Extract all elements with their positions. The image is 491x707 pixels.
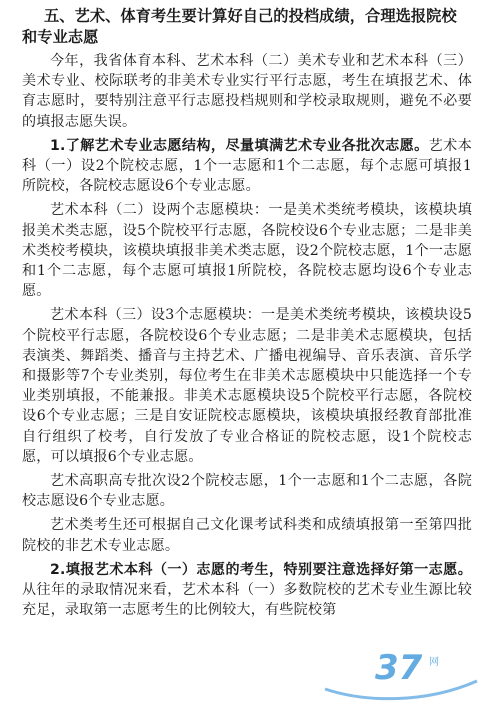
intro-paragraph: 今年，我省体育本科、艺术本科（二）美术专业和艺术本科（三）美术专业、校际联考的非美术专业实行平行志愿，考生在填报艺术、体育志愿时，要特别注意平行志愿投档规则和学校录取规则，避免不必要的填报志愿失误。 xyxy=(22,53,472,130)
point-2-text: 从往年的录取情况来看，艺术本科（一）多数院校的艺术专业生源比较充足，录取第一志愿考生的比例较大，有些院校第 xyxy=(22,582,472,619)
non-art-paragraph: 艺术类考生还可根据自己文化课考试科类和成绩填报第一至第四批院校的非艺术专业志愿。 xyxy=(22,517,472,554)
point-1-heading: 1.了解艺术专业志愿结构，尽量填满艺术专业各批次志愿。 xyxy=(50,137,429,154)
watermark-logo-text: 37 xyxy=(375,648,423,688)
document-page xyxy=(22,6,472,624)
point-1-paragraph xyxy=(22,136,472,197)
vocational-paragraph: 艺术高职高专批次设2个院校志愿，1个一志愿和1个二志愿，各院校志愿设6个专业志愿。 xyxy=(22,473,472,510)
section-heading: 五、艺术、体育考生要计算好自己的投档成绩，合理选报院校和专业志愿 xyxy=(22,7,457,46)
site-watermark-logo xyxy=(317,645,485,703)
art-undergrad-3-paragraph: 艺术本科（三）设3个志愿模块：一是美术类统考模块，该模块设5个院校平行志愿，各院校设6个专业志愿；二是非美术志愿模块，包括表演类、舞蹈类、播音与主持艺术、广播电视编导、音乐表演、音乐学和摄影等7个专业类别，每位考生在非美术志愿模块中只能选择一个专业类别填报，不能兼报。非美术志愿模块设5个院校平行志愿，各院校设6个专业志愿；三是自安证院校志愿模块，该模块填报经教育部批准自行组织了校考，自行发放了专业合格证的院校志愿，设1个院校志愿，可以填报6个专业志愿。 xyxy=(22,307,472,465)
point-1-text: 艺术本科（一）设2个院校志愿，1个一志愿和1个二志愿，每个志愿可填报1所院校，各院校志愿设6个专业志愿。 xyxy=(22,137,472,195)
point-2-paragraph xyxy=(22,560,472,621)
point-2-heading: 2.填报艺术本科（一）志愿的考生，特别要注意选择好第一志愿。 xyxy=(50,561,472,578)
watermark-sub-text: 网 xyxy=(429,657,439,668)
art-undergrad-2-paragraph: 艺术本科（二）设两个志愿模块：一是美术类统考模块，该模块填报美术类志愿，设5个院校平行志愿，各院校设6个专业志愿；二是非美术类校考模块，该模块填报非美术类志愿，设2个院校志愿，1个一志愿和1个二志愿，每个志愿可填报1所院校，各院校志愿均设6个专业志愿。 xyxy=(22,202,472,300)
